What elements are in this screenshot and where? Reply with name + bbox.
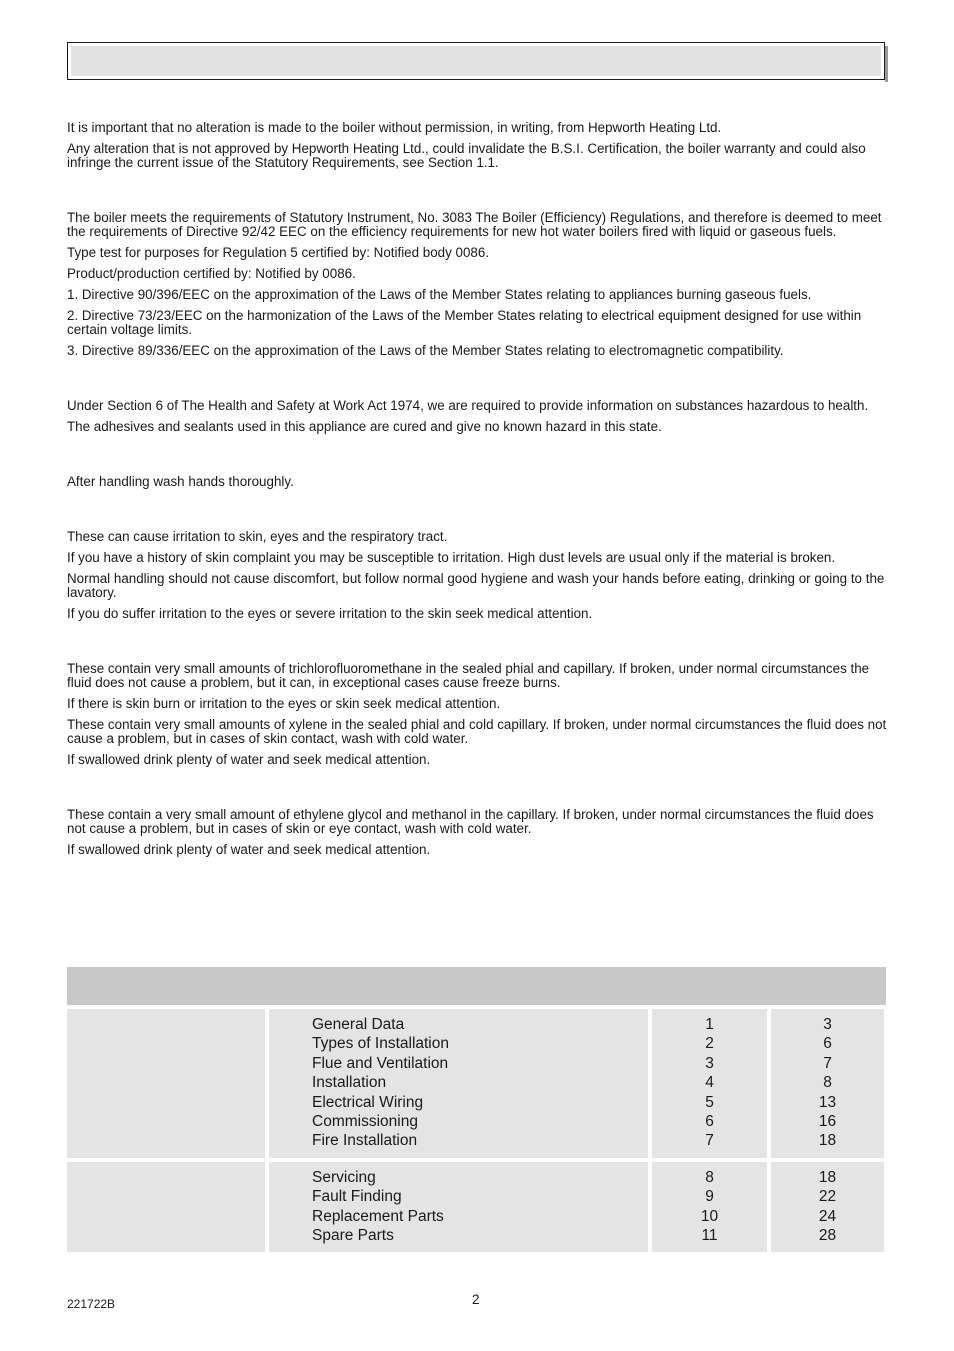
contents-sections-cell xyxy=(652,1009,767,1158)
contents-group-label-cell xyxy=(67,1009,265,1158)
contents-sections-cell xyxy=(652,1162,767,1253)
contents-page-number: 8 xyxy=(823,1074,832,1092)
paragraph: These contain very small amounts of trichlorofluoromethane in the sealed phial and capillary. If broken, under normal circumstances the fluid does not cause a problem, but it can, in exceptional cases cause freeze burns. xyxy=(67,661,870,690)
contents-title: Servicing xyxy=(312,1168,376,1186)
contents-section-number: 7 xyxy=(705,1132,714,1150)
contents-title: Replacement Parts xyxy=(312,1207,444,1225)
paragraph: The adhesives and sealants used in this appliance are cured and give no known hazard in this state. xyxy=(67,419,662,434)
contents-title: General Data xyxy=(312,1016,405,1033)
contents-titles-cell xyxy=(269,1009,648,1158)
document-code: 221722B xyxy=(67,1297,116,1311)
contents-title: Flue and Ventilation xyxy=(312,1054,449,1072)
contents-title: Electrical Wiring xyxy=(312,1093,424,1111)
contents-page-number: 22 xyxy=(818,1188,837,1206)
contents-section-number: 2 xyxy=(705,1035,714,1053)
contents-group-servicing xyxy=(67,1162,886,1253)
paragraph: If there is skin burn or irritation to the eyes or skin seek medical attention. xyxy=(67,696,501,711)
paragraph: If you do suffer irritation to the eyes or severe irritation to the skin seek medical attention. xyxy=(67,606,593,621)
page-number: 2 xyxy=(472,1292,480,1307)
paragraph: Type test for purposes for Regulation 5 certified by: Notified body 0086. xyxy=(67,245,490,260)
contents-page-number: 13 xyxy=(818,1093,837,1111)
contents-table xyxy=(67,1009,886,1256)
paragraph: Product/production certified by: Notified by 0086. xyxy=(67,266,356,281)
contents-title: Fault Finding xyxy=(312,1188,402,1206)
paragraph: If you have a history of skin complaint you may be susceptible to irritation. High dust levels are usual only if the material is broken. xyxy=(67,550,836,565)
contents-page-number: 7 xyxy=(823,1054,832,1072)
paragraph: If swallowed drink plenty of water and seek medical attention. xyxy=(67,752,431,767)
contents-pages-cell xyxy=(771,1009,884,1158)
contents-page-number: 18 xyxy=(818,1168,837,1186)
page-title-box xyxy=(67,42,885,80)
paragraph: It is important that no alteration is made to the boiler without permission, in writing, from Hepworth Heating Ltd. xyxy=(67,120,722,135)
contents-group-label-cell xyxy=(67,1162,265,1253)
contents-title: Fire Installation xyxy=(312,1132,418,1150)
paragraph: Normal handling should not cause discomfort, but follow normal good hygiene and wash your hands before eating, drinking or going to the lavatory. xyxy=(67,571,885,600)
paragraph: Any alteration that is not approved by Hepworth Heating Ltd., could invalidate the B.S.I. Certification, the boiler warranty and could also infringe the current issue of the Statutory Requirements, see Section 1.1. xyxy=(67,141,866,170)
contents-title: Installation xyxy=(312,1074,387,1092)
contents-title: Types of Installation xyxy=(312,1035,449,1053)
contents-header-bar xyxy=(67,967,886,1005)
paragraph: Under Section 6 of The Health and Safety at Work Act 1974, we are required to provide information on substances hazardous to health. xyxy=(67,398,869,413)
contents-page-number: 6 xyxy=(823,1035,832,1053)
document-body xyxy=(67,121,887,864)
contents-section-number: 6 xyxy=(705,1112,714,1130)
paragraph: After handling wash hands thoroughly. xyxy=(67,474,294,489)
paragraph: 2. Directive 73/23/EEC on the harmonization of the Laws of the Member States relating to electrical equipment designed for use within certain voltage limits. xyxy=(67,308,862,337)
contents-section-number: 1 xyxy=(705,1016,714,1033)
paragraph: 3. Directive 89/336/EEC on the approximation of the Laws of the Member States relating to electromagnetic compatibility. xyxy=(67,343,784,358)
paragraph: These contain a very small amount of ethylene glycol and methanol in the capillary. If broken, under normal circumstances the fluid does not cause a problem, but in cases of skin or eye contact, wash with cold water. xyxy=(67,807,874,836)
contents-section-number: 11 xyxy=(701,1226,718,1244)
contents-section-number: 10 xyxy=(700,1207,719,1225)
contents-section-number: 4 xyxy=(705,1074,714,1092)
contents-group-installation xyxy=(67,1009,886,1158)
contents-page-number: 16 xyxy=(818,1112,837,1130)
contents-page-number: 18 xyxy=(818,1132,837,1150)
paragraph: These contain very small amounts of xylene in the sealed phial and cold capillary. If broken, under normal circumstances the fluid does not cause a problem, but in cases of skin contact, wash with cold water. xyxy=(67,717,887,746)
contents-pages-cell xyxy=(771,1162,884,1253)
paragraph: If swallowed drink plenty of water and seek medical attention. xyxy=(67,842,431,857)
contents-section-number: 3 xyxy=(705,1054,714,1072)
contents-section-number: 9 xyxy=(705,1188,714,1206)
contents-page-number: 28 xyxy=(818,1226,837,1244)
contents-page-number: 24 xyxy=(818,1207,837,1225)
paragraph: The boiler meets the requirements of Statutory Instrument, No. 3083 The Boiler (Efficiency) Regulations, and therefore is deemed to meet the requirements of Directive 92/42 EEC on the efficiency requirements for new hot water boilers fired with liquid or gaseous fuels. xyxy=(67,210,882,239)
paragraph: 1. Directive 90/396/EEC on the approximation of the Laws of the Member States relating to appliances burning gaseous fuels. xyxy=(67,287,812,302)
contents-titles-cell xyxy=(269,1162,648,1253)
contents-section-number: 5 xyxy=(705,1093,714,1111)
contents-title: Commissioning xyxy=(312,1112,418,1130)
contents-page-number: 3 xyxy=(823,1016,832,1033)
paragraph: These can cause irritation to skin, eyes and the respiratory tract. xyxy=(67,529,448,544)
contents-section-number: 8 xyxy=(705,1168,714,1186)
contents-title: Spare Parts xyxy=(312,1226,394,1244)
